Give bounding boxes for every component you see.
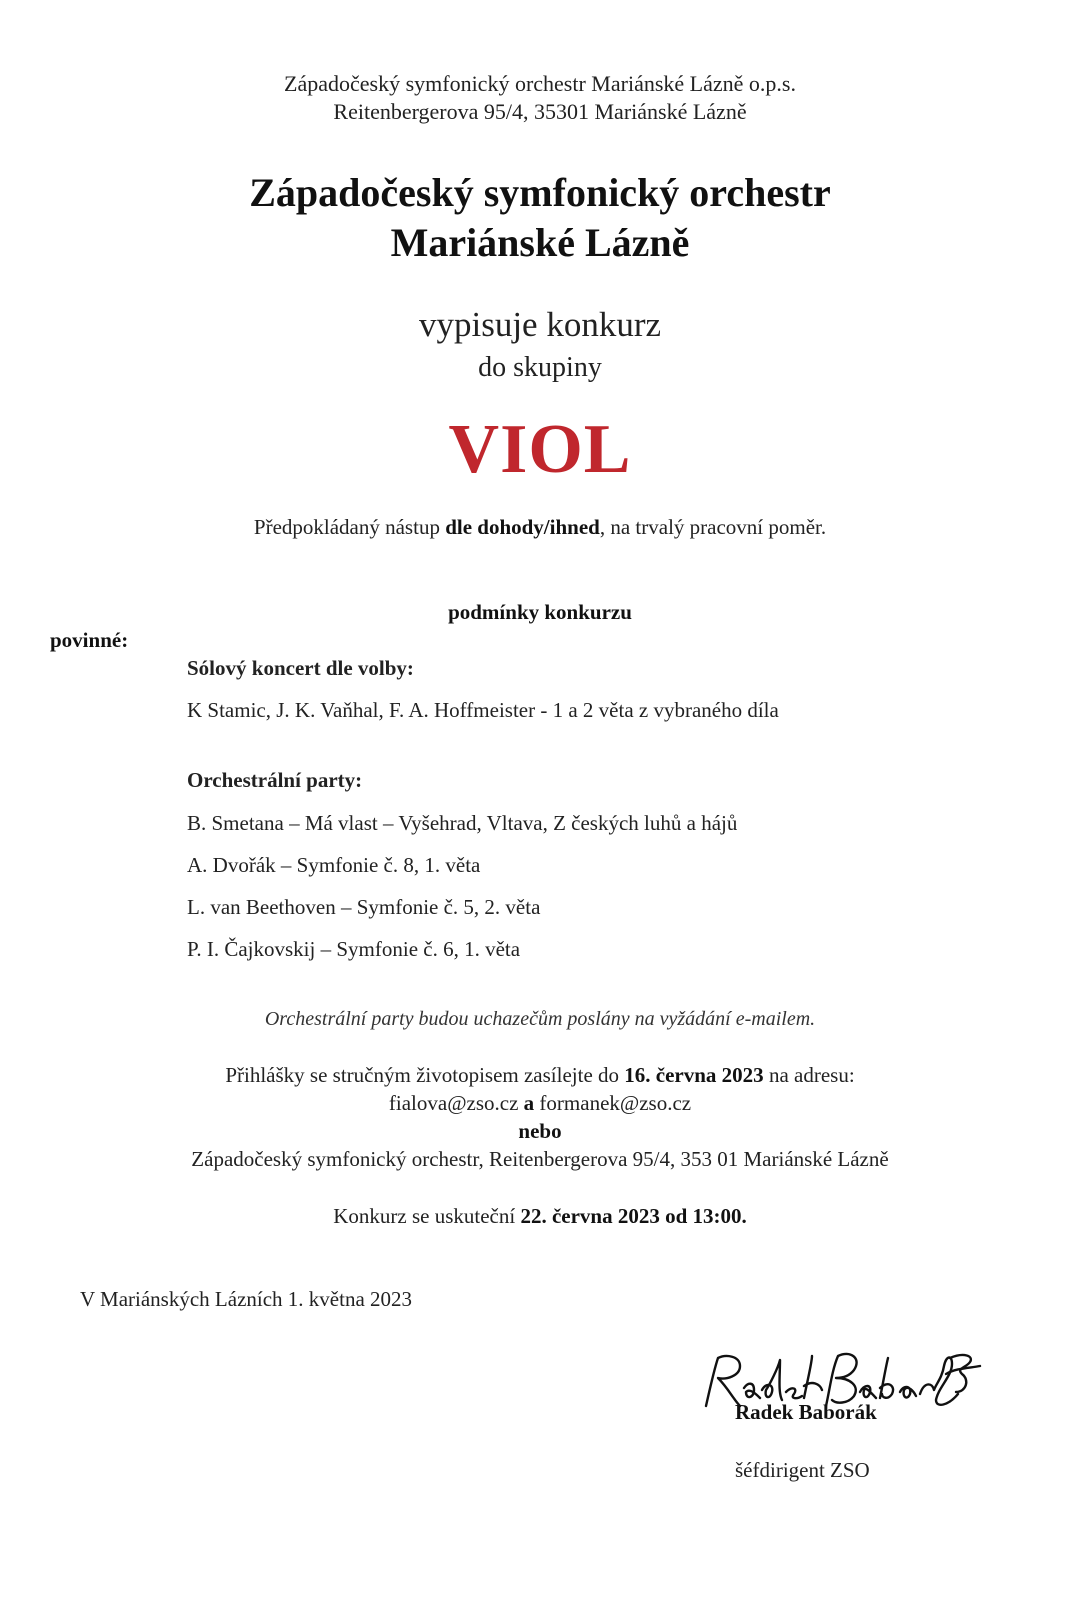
applications-prefix: Přihlášky se stručným životopisem zasílejte do — [225, 1063, 625, 1087]
announce-line-1: vypisuje konkurz — [418, 305, 662, 344]
emails-and: a — [518, 1091, 540, 1115]
audition-line — [0, 1204, 1080, 1229]
title-line-2: Mariánské Lázně — [390, 220, 690, 265]
start-suffix: , na trvalý pracovní poměr. — [599, 515, 827, 539]
announce-line-2: do skupiny — [478, 352, 602, 383]
emails-line — [0, 1091, 1080, 1116]
signatory-name: Radek Baborák — [735, 1400, 877, 1424]
or-text: nebo — [518, 1119, 562, 1143]
header-address: Reitenbergerova 95/4, 35301 Mariánské Lázně — [333, 99, 747, 124]
applications-suffix: na adresu: — [763, 1063, 855, 1087]
audition-when: 22. června 2023 od 13:00. — [520, 1204, 747, 1228]
conditions-heading: podmínky konkurzu — [448, 600, 632, 624]
orch-item: B. Smetana – Má vlast – Vyšehrad, Vltava, Z českých luhů a hájů — [187, 811, 738, 835]
applications-deadline: 16. června 2023 — [624, 1063, 764, 1087]
signatory-role: šéfdirigent ZSO — [735, 1458, 870, 1482]
postal-address: Západočeský symfonický orchestr, Reitenbergerova 95/4, 353 01 Mariánské Lázně — [191, 1147, 889, 1171]
solo-heading: Sólový koncert dle volby: — [187, 656, 414, 680]
instrument-heading: VIOL — [448, 411, 632, 488]
start-prefix: Předpokládaný nástup — [253, 515, 446, 539]
orch-item: P. I. Čajkovskij – Symfonie č. 6, 1. věta — [187, 937, 521, 961]
start-bold: dle dohody/ihned — [445, 515, 600, 539]
title-line-1: Západočeský symfonický orchestr — [249, 170, 831, 215]
email-link-2[interactable]: formanek@zso.cz — [539, 1091, 692, 1115]
orch-item: A. Dvořák – Symfonie č. 8, 1. věta — [187, 853, 481, 877]
start-line — [0, 515, 1080, 540]
email-link-1[interactable]: fialova@zso.cz — [388, 1091, 519, 1115]
header-org-name: Západočeský symfonický orchestr Mariánské Lázně o.p.s. — [284, 71, 796, 96]
applications-line — [0, 1063, 1080, 1088]
audition-prefix: Konkurz se uskuteční — [333, 1204, 521, 1228]
orch-item: L. van Beethoven – Symfonie č. 5, 2. věta — [187, 895, 541, 919]
place-date: V Mariánských Lázních 1. května 2023 — [80, 1287, 413, 1311]
email-note: Orchestrální party budou uchazečům poslány na vyžádání e-mailem. — [264, 1008, 816, 1030]
solo-text: K Stamic, J. K. Vaňhal, F. A. Hoffmeister - 1 a 2 věta z vybraného díla — [187, 698, 779, 722]
orch-heading: Orchestrální party: — [187, 768, 363, 792]
mandatory-label: povinné: — [50, 628, 129, 652]
